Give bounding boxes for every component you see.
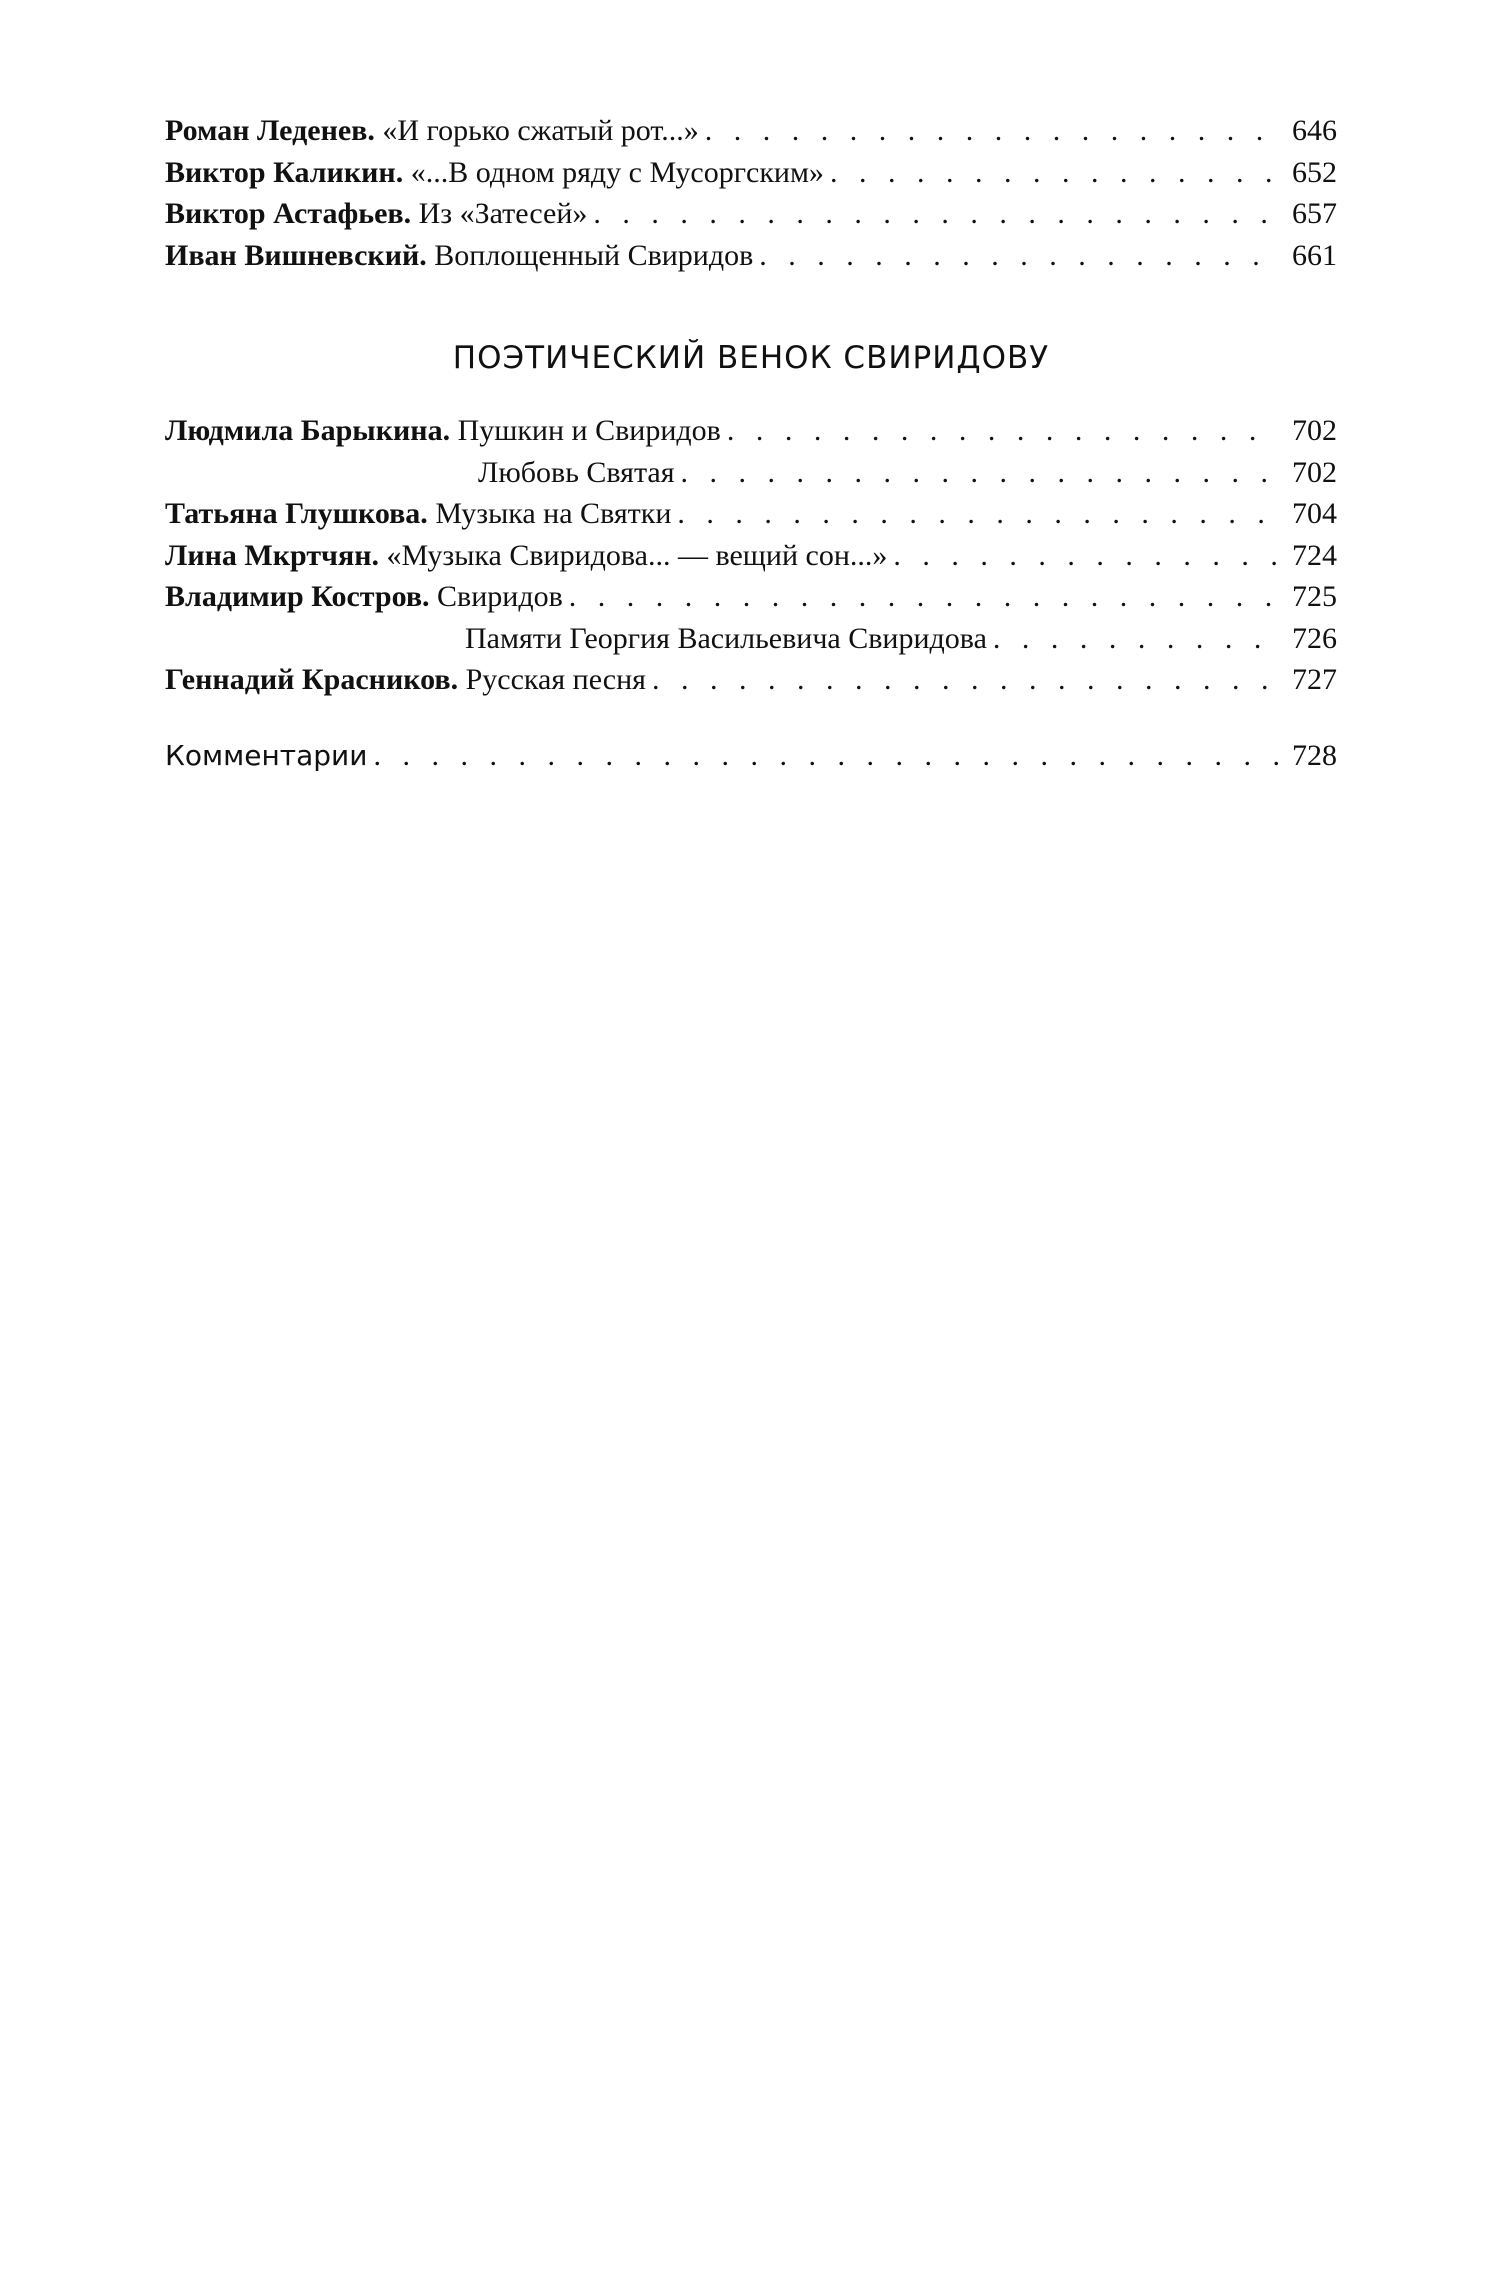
entry-page-number: 726 xyxy=(1292,621,1337,655)
entry-author: Татьяна Глушкова. xyxy=(165,497,428,530)
entry-title: «И горько сжатый рот...» xyxy=(382,114,699,147)
entry-page-number: 657 xyxy=(1292,197,1337,230)
entry-title: Из «Затесей» xyxy=(418,197,588,230)
entry-text xyxy=(165,659,646,701)
entry-author: Геннадий Красников. xyxy=(165,663,459,696)
entry-author: Людмила Барыкина. xyxy=(165,414,451,447)
entry-page-number: 728 xyxy=(1292,739,1337,772)
entry-page-number: 652 xyxy=(1292,155,1337,189)
toc-entry xyxy=(165,659,1337,701)
entry-author: Виктор Каликин. xyxy=(165,155,404,189)
entry-page-number: 724 xyxy=(1292,538,1337,572)
section-heading: ПОЭТИЧЕСКИЙ ВЕНОК СВИРИДОВУ xyxy=(452,340,1050,376)
toc-entry xyxy=(165,193,1337,235)
entry-text xyxy=(165,193,587,235)
entry-author: Иван Вишневский. xyxy=(165,238,427,272)
entry-author: Виктор Астафьев. xyxy=(165,197,412,230)
dot-leader xyxy=(887,535,1279,577)
entry-text xyxy=(165,618,987,660)
toc-entry xyxy=(165,618,1337,660)
dot-leader xyxy=(671,493,1279,535)
entry-title: Музыка на Святки xyxy=(435,497,672,530)
entry-title: Русская песня xyxy=(465,663,646,696)
entry-text xyxy=(165,576,563,618)
entry-author: Владимир Костров. xyxy=(165,580,430,613)
dot-leader xyxy=(646,659,1279,701)
entry-title: Воплощенный Свиридов xyxy=(434,238,754,272)
toc-entry xyxy=(165,576,1337,618)
toc-top-list xyxy=(165,110,1337,276)
dot-leader xyxy=(753,235,1279,277)
entry-text xyxy=(165,410,721,452)
entry-page-number: 725 xyxy=(1292,580,1337,613)
entry-title: Комментарии xyxy=(165,739,368,772)
dot-leader xyxy=(587,193,1279,235)
toc-entry xyxy=(165,535,1337,577)
entry-page-number: 727 xyxy=(1292,663,1337,696)
entry-text xyxy=(165,110,699,152)
entry-title: Памяти Георгия Васильевича Свиридова xyxy=(465,621,987,655)
entry-page-number: 646 xyxy=(1292,114,1337,147)
toc-entry xyxy=(165,452,1337,494)
toc-entry xyxy=(165,235,1337,277)
entry-page-number: 702 xyxy=(1292,414,1337,447)
dot-leader xyxy=(699,110,1279,152)
toc-comments-list xyxy=(165,735,1337,777)
dot-leader xyxy=(721,410,1279,452)
entry-page-number: 702 xyxy=(1292,455,1337,489)
entry-text xyxy=(165,235,753,277)
entry-text xyxy=(165,152,824,194)
toc-entry xyxy=(165,493,1337,535)
dot-leader xyxy=(675,452,1279,494)
toc-entry xyxy=(165,110,1337,152)
entry-page-number: 704 xyxy=(1292,497,1337,530)
dot-leader xyxy=(824,152,1279,194)
entry-title: «...В одном ряду с Мусоргским» xyxy=(410,155,824,189)
entry-text xyxy=(165,452,675,494)
entry-title: Свиридов xyxy=(437,580,563,613)
entry-page-number: 661 xyxy=(1292,238,1337,272)
toc-entry-comments xyxy=(165,735,1337,777)
entry-text xyxy=(165,493,671,535)
toc-entry xyxy=(165,152,1337,194)
entry-author: Лина Мкртчян. xyxy=(165,538,379,572)
toc-entry xyxy=(165,410,1337,452)
entry-title: Пушкин и Свиридов xyxy=(457,414,721,447)
entry-author: Роман Леденев. xyxy=(165,114,375,147)
entry-title: «Музыка Свиридова... — вещий сон...» xyxy=(386,538,888,572)
dot-leader xyxy=(987,618,1279,660)
dot-leader xyxy=(367,735,1279,777)
entry-text xyxy=(165,535,887,577)
entry-title: Любовь Святая xyxy=(478,455,675,489)
toc-poetry-list xyxy=(165,410,1337,701)
dot-leader xyxy=(563,576,1279,618)
